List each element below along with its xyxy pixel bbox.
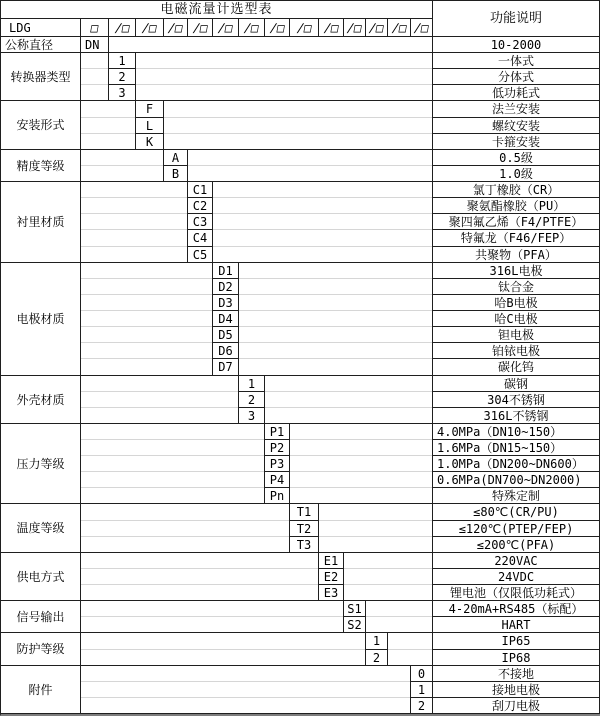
option-code: T3 xyxy=(290,537,319,553)
option-desc: 刮刀电极 xyxy=(433,698,600,714)
section-label: 电极材质 xyxy=(1,263,81,376)
option-code: T1 xyxy=(290,504,319,521)
spacer-cell xyxy=(319,504,433,553)
option-code: P1 xyxy=(265,424,290,440)
model-code-slot-glyph: /□ xyxy=(322,20,340,35)
option-code: 0 xyxy=(411,666,433,682)
model-code-slot xyxy=(188,19,213,37)
model-code-slot-glyph: /□ xyxy=(413,20,430,35)
table-title: 电磁流量计选型表 xyxy=(1,1,433,19)
spacer-cell xyxy=(239,263,433,376)
option-desc: IP65 xyxy=(433,633,600,650)
option-desc: 1.0级 xyxy=(433,166,600,182)
spacer-cell xyxy=(81,53,109,101)
option-code: 1 xyxy=(366,633,388,650)
model-code-box-glyph: □ xyxy=(89,20,100,35)
option-desc: 4-20mA+RS485（标配） xyxy=(433,601,600,617)
model-code-slot-glyph: /□ xyxy=(217,20,234,35)
model-code-slot xyxy=(164,19,188,37)
spacer-cell xyxy=(81,263,213,376)
diameter-code: DN xyxy=(81,37,109,53)
model-code-box xyxy=(81,19,109,37)
option-code: T2 xyxy=(290,521,319,537)
model-code-slot-glyph: /□ xyxy=(295,20,313,35)
option-code: C2 xyxy=(188,198,213,214)
section-label: 衬里材质 xyxy=(1,182,81,263)
spacer-cell xyxy=(109,37,433,53)
model-code-slot-glyph: /□ xyxy=(167,20,184,35)
section-label: 外壳材质 xyxy=(1,376,81,424)
spacer-cell xyxy=(290,424,433,504)
option-desc: 卡箍安装 xyxy=(433,134,600,150)
function-header: 功能说明 xyxy=(433,1,600,37)
option-code: 1 xyxy=(239,376,265,392)
diameter-desc: 10-2000 xyxy=(433,37,600,53)
option-code: E2 xyxy=(319,569,344,585)
model-code-slot-glyph: /□ xyxy=(191,20,209,35)
option-code: A xyxy=(164,150,188,166)
option-desc: ≤120℃(PTEP/FEP) xyxy=(433,521,600,537)
option-code: C4 xyxy=(188,230,213,247)
model-code-slot xyxy=(213,19,239,37)
option-code: 2 xyxy=(366,650,388,666)
spacer-cell xyxy=(81,182,188,263)
spacer-cell xyxy=(388,633,433,666)
option-code: D6 xyxy=(213,343,239,359)
option-desc: 共聚物（PFA） xyxy=(433,247,600,263)
option-desc: 0.6MPa(DN700~DN2000) xyxy=(433,472,600,488)
option-desc: 氯丁橡胶（CR） xyxy=(433,182,600,198)
section-label: 安装形式 xyxy=(1,101,81,150)
model-prefix-cell: LDG xyxy=(1,19,81,37)
spacer-cell xyxy=(81,376,239,424)
option-desc: 碳化钨 xyxy=(433,359,600,376)
model-code-slot-glyph: /□ xyxy=(243,20,260,35)
option-code: S1 xyxy=(344,601,366,617)
spacer-cell xyxy=(81,424,265,504)
option-desc: 特殊定制 xyxy=(433,488,600,504)
option-code: 2 xyxy=(239,392,265,408)
section-label: 温度等级 xyxy=(1,504,81,553)
spacer-cell xyxy=(81,633,366,666)
option-code: P3 xyxy=(265,456,290,472)
model-code-slot xyxy=(411,19,433,37)
option-desc: 聚氨酯橡胶（PU） xyxy=(433,198,600,214)
model-code-slot-glyph: /□ xyxy=(390,20,408,35)
model-code-slot xyxy=(388,19,411,37)
option-code: E1 xyxy=(319,553,344,569)
option-desc: 碳钢 xyxy=(433,376,600,392)
option-desc: 4.0MPa（DN10~150） xyxy=(433,424,600,440)
option-desc: 24VDC xyxy=(433,569,600,585)
option-code: C5 xyxy=(188,247,213,263)
option-desc: 一体式 xyxy=(433,53,600,69)
section-label: 供电方式 xyxy=(1,553,81,601)
option-desc: ≤200℃(PFA) xyxy=(433,537,600,553)
model-code-slot xyxy=(344,19,366,37)
option-desc: 螺纹安装 xyxy=(433,118,600,134)
option-code: D1 xyxy=(213,263,239,279)
spacer-cell xyxy=(164,101,433,150)
model-code-slot-glyph: /□ xyxy=(141,20,158,35)
model-code-slot-glyph: /□ xyxy=(368,20,385,35)
option-code: 2 xyxy=(411,698,433,714)
option-code: Pn xyxy=(265,488,290,504)
spacer-cell xyxy=(136,53,433,101)
option-code: C1 xyxy=(188,182,213,198)
section-label: 精度等级 xyxy=(1,150,81,182)
option-code: 3 xyxy=(109,85,136,101)
spacer-cell xyxy=(81,553,319,601)
model-code-slot-glyph: /□ xyxy=(113,20,131,35)
option-code: 1 xyxy=(109,53,136,69)
option-code: L xyxy=(136,118,164,134)
option-code: E3 xyxy=(319,585,344,601)
option-desc: 钛合金 xyxy=(433,279,600,295)
option-code: 1 xyxy=(411,682,433,698)
option-code: D4 xyxy=(213,311,239,327)
spacer-cell xyxy=(188,150,433,182)
spacer-cell xyxy=(81,666,411,714)
spacer-cell xyxy=(344,553,433,601)
option-code: D3 xyxy=(213,295,239,311)
option-code: S2 xyxy=(344,617,366,633)
model-code-slot xyxy=(265,19,290,37)
option-desc: 哈B电极 xyxy=(433,295,600,311)
option-code: B xyxy=(164,166,188,182)
option-code: D7 xyxy=(213,359,239,376)
option-desc: 低功耗式 xyxy=(433,85,600,101)
option-desc: 铂铱电极 xyxy=(433,343,600,359)
model-code-slot xyxy=(319,19,344,37)
option-code: F xyxy=(136,101,164,118)
option-desc: 304不锈钢 xyxy=(433,392,600,408)
option-desc: 特氟龙（F46/FEP） xyxy=(433,230,600,247)
option-code: C3 xyxy=(188,214,213,230)
option-desc: 316L不锈钢 xyxy=(433,408,600,424)
option-code: P4 xyxy=(265,472,290,488)
option-desc: 聚四氟乙烯（F4/PTFE） xyxy=(433,214,600,230)
model-code-slot xyxy=(136,19,164,37)
spacer-cell xyxy=(213,182,433,263)
section-label: 附件 xyxy=(1,666,81,714)
option-desc: 分体式 xyxy=(433,69,600,85)
option-desc: 钽电极 xyxy=(433,327,600,343)
spacer-cell xyxy=(81,150,164,182)
model-code-slot-glyph: /□ xyxy=(268,20,286,35)
option-code: P2 xyxy=(265,440,290,456)
option-desc: 0.5级 xyxy=(433,150,600,166)
option-code: D2 xyxy=(213,279,239,295)
spacer-cell xyxy=(366,601,433,633)
option-desc: ≤80℃(CR/PU) xyxy=(433,504,600,521)
model-code-slot-glyph: /□ xyxy=(346,20,363,35)
model-code-slot xyxy=(290,19,319,37)
section-label: 压力等级 xyxy=(1,424,81,504)
option-desc: 220VAC xyxy=(433,553,600,569)
option-desc: 哈C电极 xyxy=(433,311,600,327)
section-label: 转换器类型 xyxy=(1,53,81,101)
option-desc: HART xyxy=(433,617,600,633)
option-desc: 锂电池（仅限低功耗式） xyxy=(433,585,600,601)
option-code: 2 xyxy=(109,69,136,85)
section-label: 信号输出 xyxy=(1,601,81,633)
option-code: D5 xyxy=(213,327,239,343)
option-desc: IP68 xyxy=(433,650,600,666)
spacer-cell xyxy=(81,504,290,553)
model-code-slot xyxy=(109,19,136,37)
model-code-slot xyxy=(366,19,388,37)
model-code-slot xyxy=(239,19,265,37)
option-desc: 1.0MPa（DN200~DN600） xyxy=(433,456,600,472)
option-desc: 316L电极 xyxy=(433,263,600,279)
option-desc: 接地电极 xyxy=(433,682,600,698)
spacer-cell xyxy=(81,101,136,150)
section-label: 防护等级 xyxy=(1,633,81,666)
spacer-cell xyxy=(81,601,344,633)
diameter-label: 公称直径 xyxy=(1,37,81,53)
spacer-cell xyxy=(265,376,433,424)
option-desc: 不接地 xyxy=(433,666,600,682)
option-code: K xyxy=(136,134,164,150)
option-desc: 法兰安装 xyxy=(433,101,600,118)
option-code: 3 xyxy=(239,408,265,424)
option-desc: 1.6MPa（DN15~150） xyxy=(433,440,600,456)
